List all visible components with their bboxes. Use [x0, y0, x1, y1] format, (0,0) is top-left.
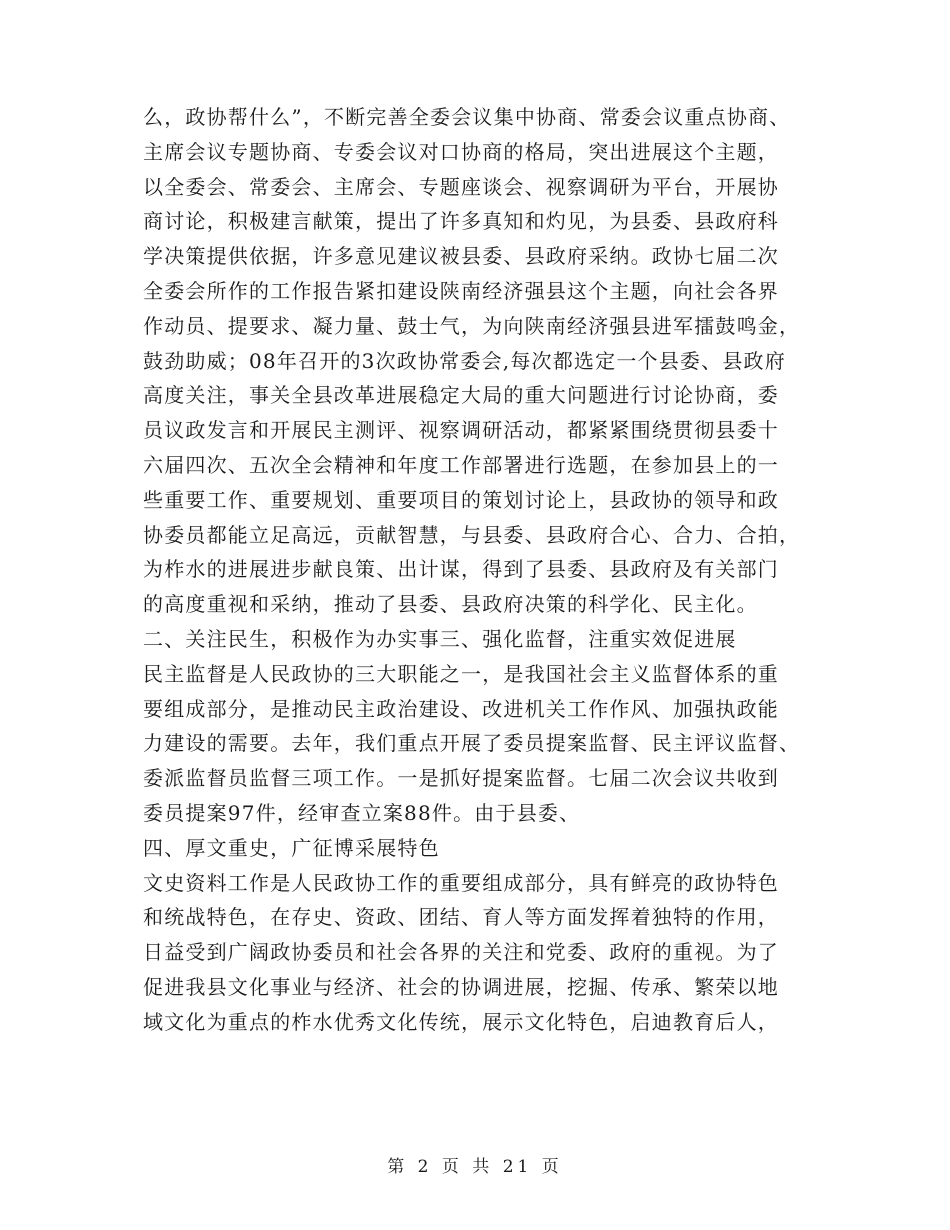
text-line: 的高度重视和采纳，推动了县委、县政府决策的科学化、民主化。: [143, 592, 758, 617]
text-line: 文史资料工作是人民政协工作的重要组成部分，具有鲜亮的政协特色: [143, 870, 779, 895]
text-line: 以全委会、常委会、主席会、专题座谈会、视察调研为平台，开展协: [143, 174, 779, 199]
text-line: 些重要工作、重要规划、重要项目的策划讨论上，县政协的领导和政: [143, 487, 779, 512]
text-line: 学决策提供依据，许多意见建议被县委、县政府采纳。政协七届二次: [143, 244, 779, 269]
text-line: 主席会议专题协商、专委会议对口协商的格局，突出进展这个主题，: [143, 139, 779, 164]
text-line: 鼓劲助威；08年召开的3次政协常委会,每次都选定一个县委、县政府: [143, 348, 786, 373]
text-line: 高度关注，事关全县改革进展稳定大局的重大问题进行讨论协商，委: [143, 383, 779, 408]
section-heading: 四、厚文重史，广征博采展特色: [143, 835, 440, 860]
text-line: 和统战特色，在存史、资政、团结、育人等方面发挥着独特的作用，: [143, 905, 779, 930]
text-line: 促进我县文化事业与经济、社会的协调进展，挖掘、传承、繁荣以地: [143, 974, 779, 999]
section-heading: 二、关注民生，积极作为办实事三、强化监督，注重实效促进展: [143, 626, 737, 651]
text-line: 全委会所作的工作报告紧扣建设陕南经济强县这个主题，向社会各界: [143, 278, 779, 303]
text-line: 商讨论，积极建言献策，提出了许多真知和灼见，为县委、县政府科: [143, 209, 779, 234]
text-line: 委派监督员监督三项工作。一是抓好提案监督。七届二次会议共收到: [143, 766, 779, 791]
text-line: 委员提案97件，经审查立案88件。由于县委、: [143, 800, 581, 825]
text-line: 域文化为重点的柞水优秀文化传统，展示文化特色，启迪教育后人，: [143, 1009, 779, 1034]
text-line: 力建设的需要。去年，我们重点开展了委员提案监督、民主评议监督、: [143, 731, 801, 756]
text-line: 要组成部分，是推动民主政治建设、改进机关工作作风、加强执政能: [143, 696, 779, 721]
text-line: 么，政协帮什么”，不断完善全委会议集中协商、常委会议重点协商、: [143, 105, 791, 129]
text-line: 民主监督是人民政协的三大职能之一，是我国社会主义监督体系的重: [143, 661, 779, 686]
text-line: 六届四次、五次全会精神和年度工作部署进行选题，在参加县上的一: [143, 452, 779, 477]
text-line: 作动员、提要求、凝力量、鼓士气，为向陕南经济强县进军擂鼓鸣金，: [143, 313, 801, 338]
text-line: 员议政发言和开展民主测评、视察调研活动，都紧紧围绕贯彻县委十: [143, 418, 779, 443]
body-text: [143, 100, 823, 1040]
text-line: 为柞水的进展进步献良策、出计谋，得到了县委、县政府及有关部门: [143, 557, 779, 582]
text-line: 协委员都能立足高远，贡献智慧，与县委、县政府合心、合力、合拍，: [143, 522, 801, 547]
text-line: 日益受到广阔政协委员和社会各界的关注和党委、政府的重视。为了: [143, 940, 779, 965]
page-number-footer: 第 2 页 共 21 页: [387, 1157, 563, 1177]
